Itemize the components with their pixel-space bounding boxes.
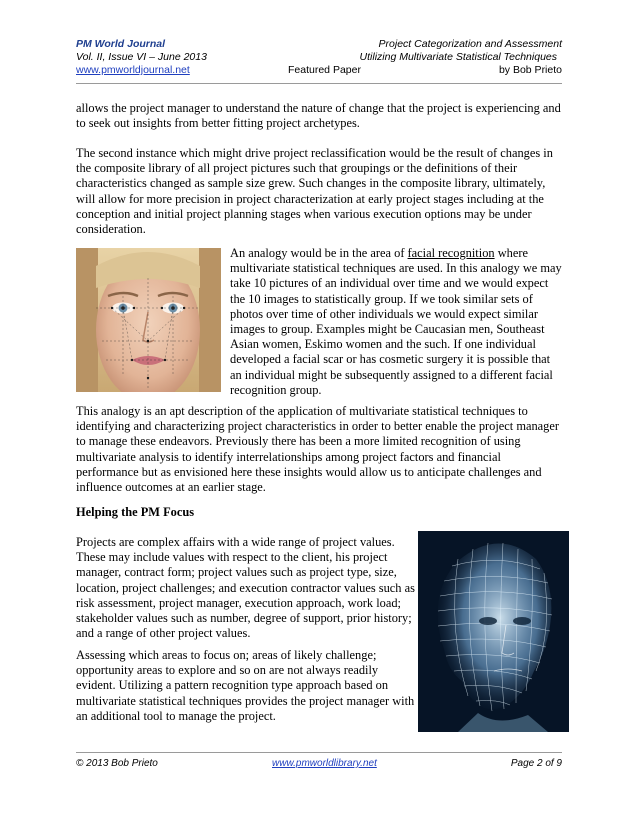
face-recognition-image: [76, 248, 221, 392]
journal-name: PM World Journal: [76, 38, 166, 50]
library-link[interactable]: www.pmworldlibrary.net: [272, 758, 377, 769]
facial-recognition-term: facial recognition: [407, 246, 495, 260]
paragraph-6: Assessing which areas to focus on; areas of likely challenge; opportunity areas to explore and so on are not always readily evident. Utilizing a pattern recognition type approach based on multivariate statistical techniques provides the project manager with an additional tool to manage the project.: [76, 648, 415, 723]
copyright: © 2013 Bob Prieto: [76, 758, 158, 769]
page-header: [76, 38, 562, 77]
section-heading: Helping the PM Focus: [76, 505, 195, 519]
wireframe-head-image: [418, 531, 569, 732]
paragraph-4: This analogy is an apt description of the application of multivariate statistical techniques to identifying and characterizing project characteristics in order to better enable the project manager to manage these endeavors. Previously there has been a more limited recognition of using multivariate analysis to identify interrelationships among project factors and financial performance but as envisioned here these insights would allow us to anticipate challenges and influence outcomes at an earlier stage.: [76, 404, 560, 495]
page-footer: [76, 758, 562, 771]
header-divider: [76, 83, 562, 84]
paragraph-5: Projects are complex affairs with a wide range of project values. These may include values with respect to the client, his project manager, contract form; project values such as project type, size, location, project challenges; and execution contractor values such as risk assessment, project manager, execution approach, work load; stakeholder values such as number, degree of support, prior history; and a range of other project values.: [76, 535, 415, 641]
author: by Bob Prieto: [498, 64, 562, 76]
paper-title-line2: Utilizing Multivariate Statistical Techniques: [359, 51, 557, 63]
section-label: Featured Paper: [288, 64, 361, 76]
paragraph-2: The second instance which might drive project reclassification would be the result of changes in the composite library of all project pictures such that groupings or the definitions of their characteristics changed as sample size grew. Such changes in the composite library, ultimately, will allow for more precision in project characterization at early project stages including at the conception and initial project planning stages when various execution options may be under consideration.: [76, 146, 553, 237]
page-number: Page 2 of 9: [510, 758, 562, 769]
paper-title-line1: Project Categorization and Assessment: [378, 38, 562, 50]
footer-divider: [76, 752, 562, 753]
paragraph-3: An analogy would be in the area of facial recognition where multivariate statistical techniques are used. In this analogy we may take 10 pictures of an individual over time and we would expect the 10 images to statistically group. If we took similar sets of photos over time of other individuals we would expect similar images to group. Examples might be Caucasian men, Southeast Asian women, Eskimo women and the such. If one individual developed a facial scar or has cosmetic surgery it is possible that an individual might be subsequently assigned to a different facial recognition group.: [230, 246, 562, 397]
journal-link[interactable]: www.pmworldjournal.net: [76, 64, 190, 76]
issue-info: Vol. II, Issue VI – June 2013: [76, 51, 207, 63]
paragraph-1: allows the project manager to understand the nature of change that the project is experiencing and to seek out insights from better fitting project archetypes.: [76, 101, 561, 131]
